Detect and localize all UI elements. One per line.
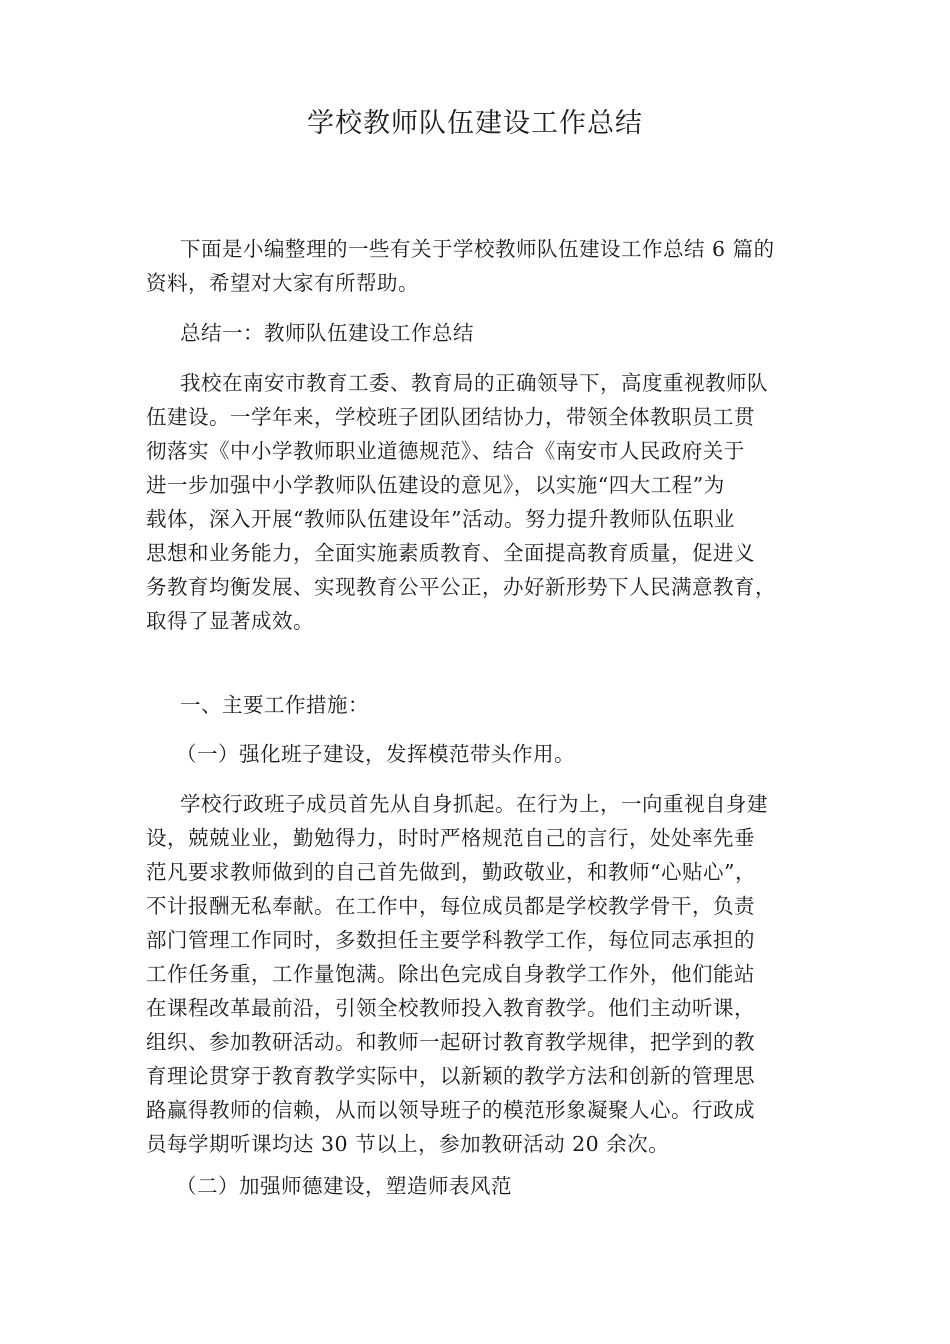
paragraph-line: 部门管理工作同时，多数担任主要学科教学工作，每位同志承担的 [146, 928, 755, 952]
subsection-1-heading [146, 737, 826, 771]
paragraph-line: 员每学期听课均达 30 节以上，参加教研活动 20 余次。 [146, 1132, 670, 1156]
paragraph-line: 学校行政班子成员首先从自身抓起。在行为上，一向重视自身建 [180, 792, 768, 816]
summary-heading-text: 总结一：教师队伍建设工作总结 [180, 321, 474, 345]
section-heading-text: 一、主要工作措施： [180, 693, 369, 717]
paragraph-line: 组织、参加教研活动。和教师一起研讨教育教学规律，把学到的教 [146, 1030, 755, 1054]
paragraph-line: 育理论贯穿于教育教学实际中，以新颖的教学方法和创新的管理思 [146, 1064, 755, 1088]
paragraph-line: 路赢得教师的信赖，从而以领导班子的模范形象凝聚人心。行政成 [146, 1098, 755, 1122]
paragraph-line: 彻落实《中小学教师职业道德规范》、结合《南安市人民政府关于 [146, 439, 745, 463]
paragraph-line: 思想和业务能力，全面实施素质教育、全面提高教育质量，促进义 [146, 541, 755, 565]
section-1-heading [146, 688, 826, 722]
paragraph-line: 我校在南安市教育工委、教育局的正确领导下，高度重视教师队 [180, 371, 768, 395]
paragraph-line: 工作任务重，工作量饱满。除出色完成自身教学工作外，他们能站 [146, 962, 755, 986]
document-title: 学校教师队伍建设工作总结 [307, 108, 643, 139]
subsection-2-heading [146, 1169, 826, 1203]
intro-paragraph [146, 232, 826, 300]
summary-heading [146, 316, 826, 350]
paragraph-line: 范凡要求教师做到的自己首先做到，勤政敬业，和教师“心贴心”， [146, 860, 756, 884]
intro-line: 资料，希望对大家有所帮助。 [146, 271, 419, 295]
paragraph-line: 在课程改革最前沿，引领全校教师投入教育教学。他们主动听课， [146, 996, 755, 1020]
paragraph-line: 务教育均衡发展、实现教育公平公正，办好新形势下人民满意教育， [146, 575, 776, 599]
subsection-heading-text: （二）加强师德建设，塑造师表风范 [176, 1174, 512, 1198]
paragraph-line: 设，兢兢业业，勤勉得力，时时严格规范自己的言行，处处率先垂 [146, 826, 755, 850]
paragraph-line: 取得了显著成效。 [146, 609, 314, 633]
intro-line: 下面是小编整理的一些有关于学校教师队伍建设工作总结 6 篇的 [180, 237, 775, 261]
paragraph-line: 不计报酬无私奉献。在工作中，每位成员都是学校教学骨干，负责 [146, 894, 755, 918]
paragraph-1 [146, 366, 826, 638]
paragraph-line: 伍建设。一学年来，学校班子团队团结协力，带领全体教职员工贯 [146, 405, 755, 429]
subsection-heading-text: （一）强化班子建设，发挥模范带头作用。 [176, 742, 575, 766]
paragraph-2 [146, 787, 826, 1161]
paragraph-line: 载体，深入开展“教师队伍建设年”活动。努力提升教师队伍职业 [146, 507, 735, 531]
paragraph-line: 进一步加强中小学教师队伍建设的意见》，以实施“四大工程”为 [146, 473, 725, 497]
